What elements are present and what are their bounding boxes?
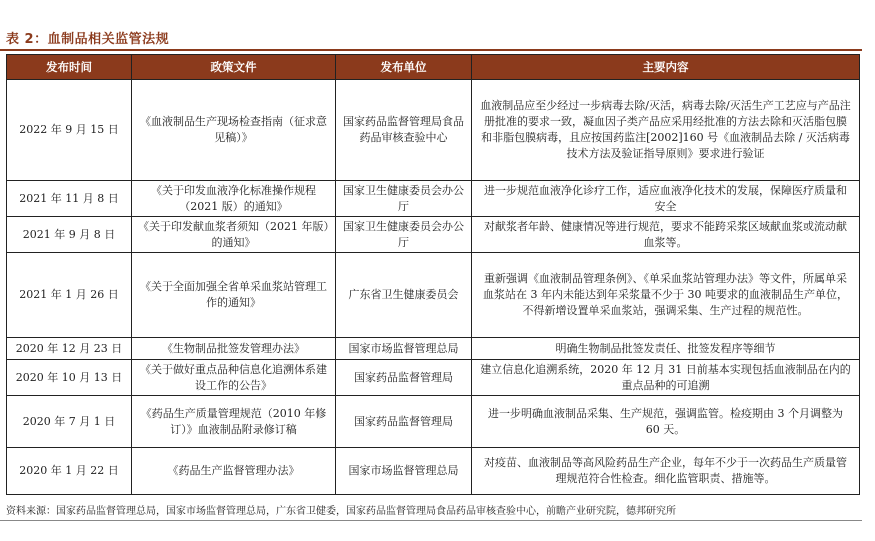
cell-policy: 《关于印发血液净化标准操作规程（2021 版）的通知》 bbox=[132, 181, 336, 217]
cell-content: 对献浆者年龄、健康情况等进行规范，要求不能跨采浆区域献血浆或流动献血浆等。 bbox=[472, 217, 860, 253]
table-row bbox=[7, 396, 860, 448]
cell-policy: 《关于印发献血浆者须知（2021 年版）的通知》 bbox=[132, 217, 336, 253]
table-header-row bbox=[7, 55, 860, 80]
table-title: 表 2：血制品相关监管法规 bbox=[6, 32, 170, 47]
regulations-table bbox=[6, 54, 860, 495]
cell-issuer: 国家卫生健康委员会办公厅 bbox=[336, 217, 472, 253]
cell-date: 2020 年 10 月 13 日 bbox=[7, 360, 132, 396]
source-note: 资料来源：国家药品监督管理总局，国家市场监督管理总局，广东省卫健委，国家药品监督管理局食品药品审核查验中心，前瞻产业研究院，德邦研究所 bbox=[6, 506, 676, 517]
title-divider bbox=[0, 49, 862, 51]
table-row bbox=[7, 181, 860, 217]
cell-issuer: 国家药品监督管理局 bbox=[336, 396, 472, 448]
cell-date: 2021 年 9 月 8 日 bbox=[7, 217, 132, 253]
cell-policy: 《生物制品批签发管理办法》 bbox=[132, 338, 336, 360]
cell-content: 进一步明确血液制品采集、生产规范，强调监管。检疫期由 3 个月调整为 60 天。 bbox=[472, 396, 860, 448]
cell-content: 重新强调《血液制品管理条例》、《单采血浆站管理办法》等文件，所属单采血浆站在 3 年内未能达到年采浆量不少于 30 吨要求的血液制品生产单位，不得新增设置单采血浆站，强调采集、生产过程的规范性。 bbox=[472, 253, 860, 338]
header-issuer: 发布单位 bbox=[336, 55, 472, 80]
cell-date: 2022 年 9 月 15 日 bbox=[7, 80, 132, 181]
table-row bbox=[7, 338, 860, 360]
cell-issuer: 国家市场监督管理总局 bbox=[336, 448, 472, 495]
cell-policy: 《药品生产监督管理办法》 bbox=[132, 448, 336, 495]
table-row bbox=[7, 217, 860, 253]
cell-date: 2020 年 12 月 23 日 bbox=[7, 338, 132, 360]
cell-content: 进一步规范血液净化诊疗工作，适应血液净化技术的发展，保障医疗质量和安全 bbox=[472, 181, 860, 217]
cell-content: 明确生物制品批签发责任、批签发程序等细节 bbox=[472, 338, 860, 360]
cell-policy: 《血液制品生产现场检查指南（征求意见稿）》 bbox=[132, 80, 336, 181]
cell-issuer: 国家市场监督管理总局 bbox=[336, 338, 472, 360]
table-row bbox=[7, 80, 860, 181]
table-row bbox=[7, 448, 860, 495]
cell-content: 血液制品应至少经过一步病毒去除/灭活，病毒去除/灭活生产工艺应与产品注册批准的要求一致，凝血因子类产品应采用经批准的方法去除和灭活脂包膜和非脂包膜病毒，且应按国药监注[2002]160 号《血液制品去除 / 灭活病毒技术方法及验证指导原则》要求进行验证 bbox=[472, 80, 860, 181]
cell-issuer: 广东省卫生健康委员会 bbox=[336, 253, 472, 338]
cell-issuer: 国家药品监督管理局食品药品审核查验中心 bbox=[336, 80, 472, 181]
header-content: 主要内容 bbox=[472, 55, 860, 80]
cell-date: 2021 年 1 月 26 日 bbox=[7, 253, 132, 338]
cell-policy: 《关于全面加强全省单采血浆站管理工作的通知》 bbox=[132, 253, 336, 338]
header-date: 发布时间 bbox=[7, 55, 132, 80]
table-row bbox=[7, 360, 860, 396]
header-policy: 政策文件 bbox=[132, 55, 336, 80]
cell-date: 2021 年 11 月 8 日 bbox=[7, 181, 132, 217]
cell-content: 建立信息化追溯系统，2020 年 12 月 31 日前基本实现包括血液制品在内的重点品种的可追溯 bbox=[472, 360, 860, 396]
cell-content: 对疫苗、血液制品等高风险药品生产企业，每年不少于一次药品生产质量管理规范符合性检查。细化监管职责、措施等。 bbox=[472, 448, 860, 495]
cell-date: 2020 年 7 月 1 日 bbox=[7, 396, 132, 448]
cell-issuer: 国家药品监督管理局 bbox=[336, 360, 472, 396]
cell-date: 2020 年 1 月 22 日 bbox=[7, 448, 132, 495]
cell-policy: 《关于做好重点品种信息化追溯体系建设工作的公告》 bbox=[132, 360, 336, 396]
cell-issuer: 国家卫生健康委员会办公厅 bbox=[336, 181, 472, 217]
cell-policy: 《药品生产质量管理规范（2010 年修订）》血液制品附录修订稿 bbox=[132, 396, 336, 448]
bottom-divider bbox=[0, 520, 862, 521]
table-row bbox=[7, 253, 860, 338]
